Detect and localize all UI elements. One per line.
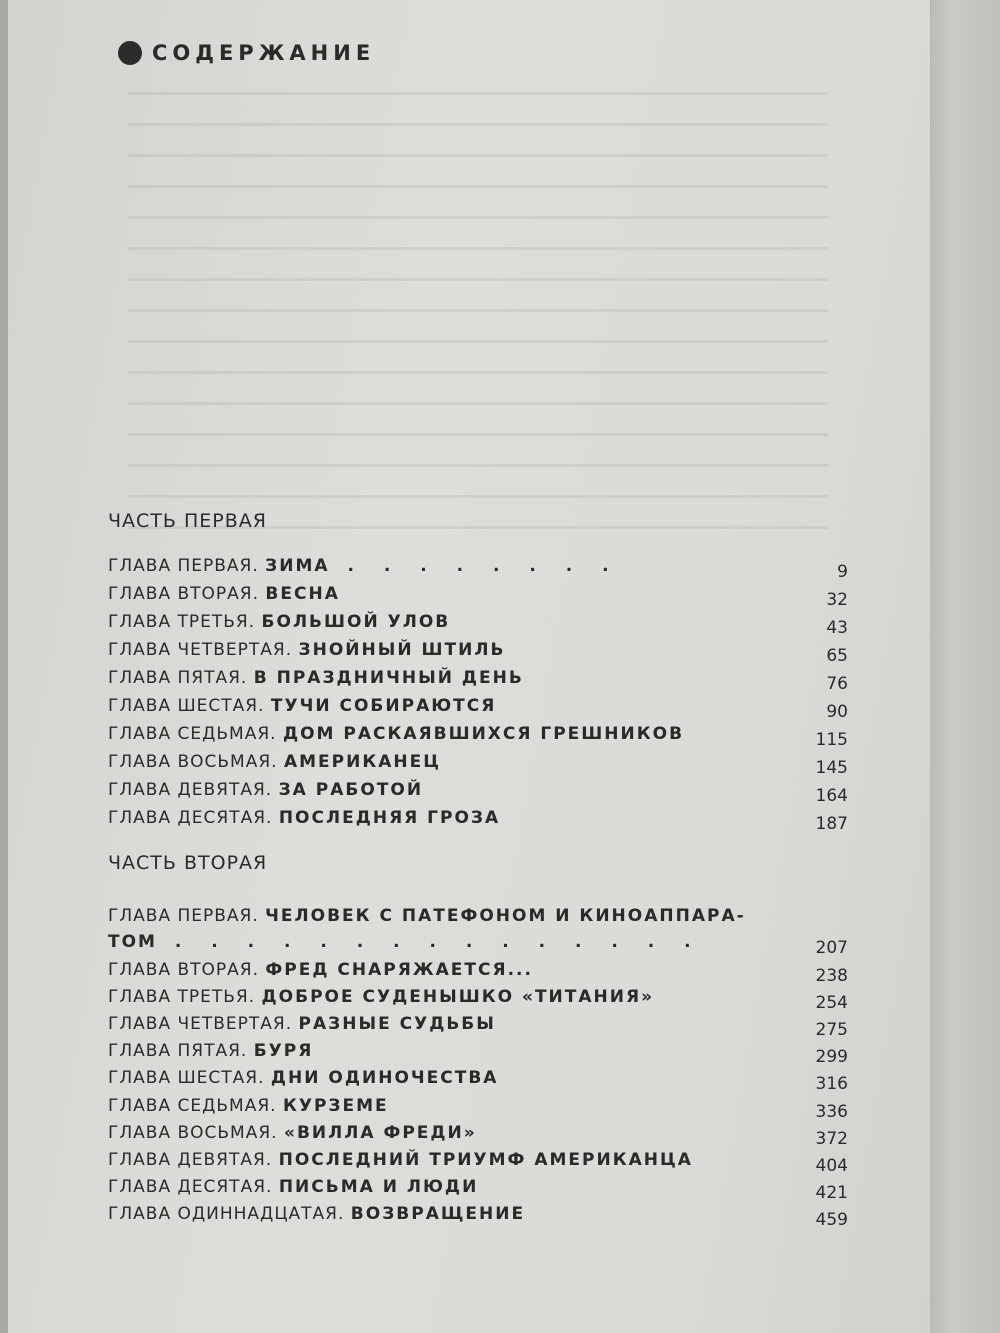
page-number: 90 — [826, 702, 848, 722]
toc-entry — [108, 906, 848, 932]
toc-entry — [108, 987, 848, 1013]
chapter-label: ГЛАВА ВТОРАЯ. — [108, 584, 260, 604]
chapter-label: ГЛАВА ВТОРАЯ. — [108, 960, 260, 980]
chapter-label: ГЛАВА СЕДЬМАЯ. — [108, 724, 277, 744]
chapter-label: ГЛАВА ПЯТАЯ. — [108, 1041, 248, 1061]
page-title: СОДЕРЖАНИЕ — [152, 41, 376, 65]
chapter-label: ГЛАВА ДЕСЯТАЯ. — [108, 1177, 273, 1197]
page-number: 421 — [815, 1183, 848, 1203]
chapter-title: В ПРАЗДНИЧНЫЙ ДЕНЬ — [253, 668, 524, 688]
toc-entry-continuation — [108, 932, 848, 958]
chapter-title: ДОМ РАСКАЯВШИХСЯ ГРЕШНИКОВ — [282, 724, 685, 744]
page-number: 238 — [815, 966, 848, 986]
chapter-title: БУРЯ — [253, 1041, 314, 1061]
page-number: 164 — [815, 786, 848, 806]
toc-entry — [108, 1204, 848, 1230]
chapter-label: ГЛАВА СЕДЬМАЯ. — [108, 1096, 277, 1116]
page-number: 299 — [815, 1047, 848, 1067]
page-number: 275 — [815, 1020, 848, 1040]
page-number: 9 — [837, 562, 848, 582]
toc-entry — [108, 808, 848, 834]
chapter-title: ФРЕД СНАРЯЖАЕТСЯ... — [265, 960, 533, 980]
chapter-label: ГЛАВА ДЕСЯТАЯ. — [108, 808, 273, 828]
chapter-title: ЗА РАБОТОЙ — [278, 780, 424, 800]
page-number: 43 — [826, 618, 848, 638]
part-one-heading: ЧАСТЬ ПЕРВАЯ — [108, 510, 267, 532]
toc-entry — [108, 640, 848, 666]
chapter-label: ГЛАВА ПЯТАЯ. — [108, 668, 248, 688]
chapter-title: ЗНОЙНЫЙ ШТИЛЬ — [298, 640, 506, 660]
toc-entry — [108, 960, 848, 986]
page-number: 187 — [815, 814, 848, 834]
dot-leader: . . . . . . . . . . . . . . . — [156, 932, 703, 952]
chapter-title: ЗИМА — [265, 556, 330, 576]
chapter-title: ДНИ ОДИНОЧЕСТВА — [270, 1068, 499, 1088]
page-number: 254 — [815, 993, 848, 1013]
chapter-label: ГЛАВА ПЕРВАЯ. — [108, 556, 259, 576]
bullet-icon — [118, 41, 142, 65]
page-number: 336 — [815, 1102, 848, 1122]
toc-entry — [108, 696, 848, 722]
chapter-label: ГЛАВА ОДИННАДЦАТАЯ. — [108, 1204, 345, 1224]
facing-page-edge — [930, 0, 1000, 1333]
toc-entry — [108, 724, 848, 750]
toc-header — [118, 38, 375, 68]
page-number: 65 — [826, 646, 848, 666]
chapter-title: ВОЗВРАЩЕНИЕ — [350, 1204, 526, 1224]
page-number: 145 — [815, 758, 848, 778]
chapter-title: ТУЧИ СОБИРАЮТСЯ — [270, 696, 497, 716]
chapter-label: ГЛАВА ПЕРВАЯ. — [108, 906, 259, 926]
chapter-title: АМЕРИКАНЕЦ — [283, 752, 442, 772]
page-number: 76 — [826, 674, 848, 694]
chapter-title: «ВИЛЛА ФРЕДИ» — [283, 1123, 477, 1143]
chapter-title: ПОСЛЕДНЯЯ ГРОЗА — [278, 808, 501, 828]
page-number: 316 — [815, 1074, 848, 1094]
chapter-title: ПИСЬМА И ЛЮДИ — [278, 1177, 479, 1197]
chapter-label: ГЛАВА ТРЕТЬЯ. — [108, 987, 256, 1007]
page-number: 207 — [815, 938, 848, 958]
page-number: 32 — [826, 590, 848, 610]
toc-entry — [108, 1068, 848, 1094]
chapter-label: ГЛАВА ШЕСТАЯ. — [108, 696, 265, 716]
chapter-title: ТОМ — [108, 932, 157, 952]
chapter-label: ГЛАВА ДЕВЯТАЯ. — [108, 780, 273, 800]
chapter-label: ГЛАВА ДЕВЯТАЯ. — [108, 1150, 273, 1170]
toc-entry — [108, 668, 848, 694]
chapter-title: ВЕСНА — [265, 584, 340, 604]
chapter-label: ГЛАВА ТРЕТЬЯ. — [108, 612, 256, 632]
toc-entry — [108, 584, 848, 610]
chapter-title: КУРЗЕМЕ — [282, 1096, 389, 1116]
toc-entry — [108, 556, 848, 582]
chapter-title: БОЛЬШОЙ УЛОВ — [261, 612, 451, 632]
chapter-title: РАЗНЫЕ СУДЬБЫ — [298, 1014, 496, 1034]
toc-entry — [108, 1123, 848, 1149]
page-number: 459 — [815, 1210, 848, 1230]
chapter-label: ГЛАВА ВОСЬМАЯ. — [108, 752, 278, 772]
toc-entry — [108, 780, 848, 806]
chapter-label: ГЛАВА ЧЕТВЕРТАЯ. — [108, 1014, 293, 1034]
chapter-label: ГЛАВА ВОСЬМАЯ. — [108, 1123, 278, 1143]
toc-entry — [108, 612, 848, 638]
page-number: 372 — [815, 1129, 848, 1149]
page-number: 404 — [815, 1156, 848, 1176]
toc-entry — [108, 1096, 848, 1122]
toc-entry — [108, 752, 848, 778]
chapter-label: ГЛАВА ШЕСТАЯ. — [108, 1068, 265, 1088]
toc-entry — [108, 1014, 848, 1040]
book-spine — [0, 0, 8, 1333]
toc-entry — [108, 1041, 848, 1067]
chapter-title: ЧЕЛОВЕК С ПАТЕФОНОМ И КИНОАППАРА- — [265, 906, 746, 926]
chapter-label: ГЛАВА ЧЕТВЕРТАЯ. — [108, 640, 293, 660]
part-two-heading: ЧАСТЬ ВТОРАЯ — [108, 852, 268, 874]
chapter-title: ДОБРОЕ СУДЕНЫШКО «ТИТАНИЯ» — [261, 987, 655, 1007]
bleed-through-text — [128, 70, 828, 550]
toc-entry — [108, 1150, 848, 1176]
chapter-title: ПОСЛЕДНИЙ ТРИУМФ АМЕРИКАНЦА — [278, 1150, 693, 1170]
toc-entry — [108, 1177, 848, 1203]
page-number: 115 — [815, 730, 848, 750]
dot-leader: . . . . . . . . — [329, 556, 621, 576]
